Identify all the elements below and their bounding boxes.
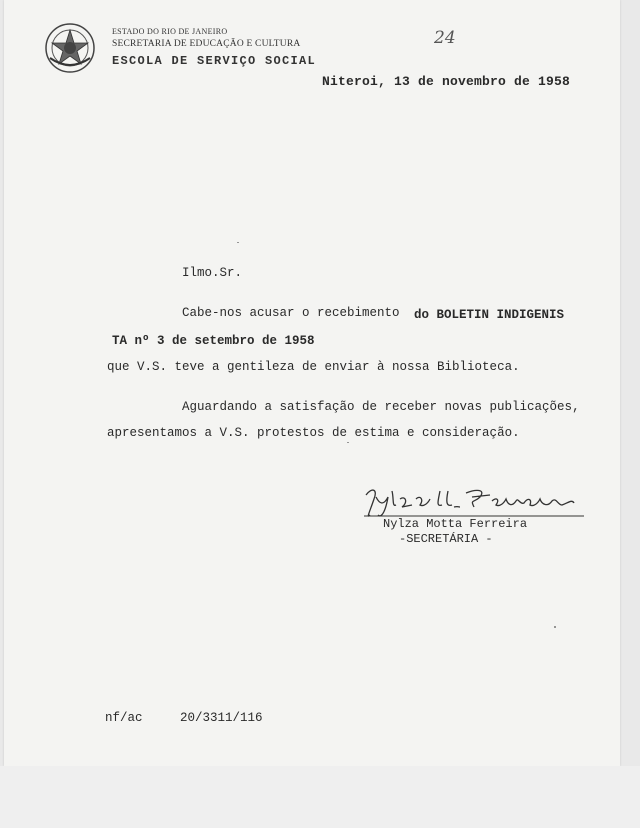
paragraph1-line3: que V.S. teve a gentileza de enviar à nossa Biblioteca.: [107, 360, 520, 374]
reference-initials: nf/ac: [105, 711, 143, 725]
paper-speck: [237, 242, 239, 243]
date-line: Niteroi, 13 de novembro de 1958: [322, 74, 571, 89]
coat-of-arms-seal: [44, 22, 96, 74]
paper-speck: [347, 442, 349, 443]
signatory-name: Nylza Motta Ferreira: [383, 517, 528, 531]
reference-number: 20/3311/116: [180, 711, 263, 725]
paper-speck: [554, 626, 556, 628]
letterhead-state: ESTADO DO RIO DE JANEIRO: [112, 27, 228, 36]
signatory-title: -SECRETÁRIA -: [399, 532, 493, 546]
paragraph1-line2: TA nº 3 de setembro de 1958: [112, 334, 315, 348]
paragraph1-bulletin-title: do BOLETIN INDIGENIS: [414, 308, 565, 322]
paragraph2-line1: Aguardando a satisfação de receber novas publicações,: [182, 400, 580, 414]
salutation: Ilmo.Sr.: [182, 266, 243, 280]
letterhead-secretariat: SECRETARIA DE EDUCAÇÃO E CULTURA: [112, 39, 301, 49]
letter-page: [4, 0, 620, 766]
paragraph1-line1: Cabe-nos acusar o recebimento: [182, 306, 400, 320]
letterhead-school: ESCOLA DE SERVIÇO SOCIAL: [112, 54, 317, 68]
paragraph2-line2: apresentamos a V.S. protestos de estima e consideração.: [107, 426, 520, 440]
scan-margin: [0, 766, 640, 828]
folio-number: 24: [434, 28, 456, 48]
